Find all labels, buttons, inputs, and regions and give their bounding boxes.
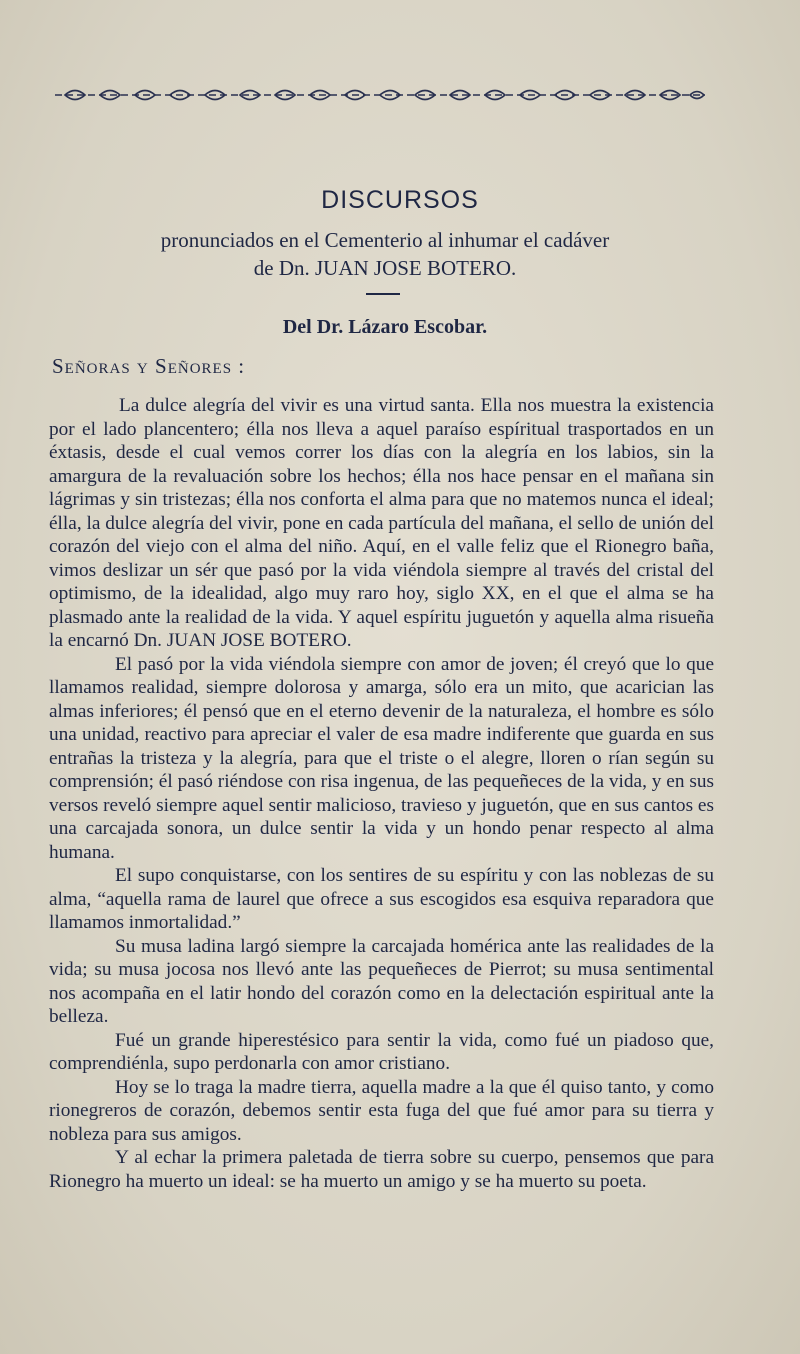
paragraph: El pasó por la vida viéndola siempre con amor de joven; él creyó que lo que llamamos realidad, siempre dolorosa y amarga, sólo era un mito, que acarician las almas inferiores; él pensó que en el eterno devenir de la naturaleza, el hombre es sólo una unidad, reactivo para apreciar el valer de esa madre indiferente que guarda en sus entrañas la tristeza y la alegría, para que el triste o el alegre, lloren o rían según su comprensión; él pasó riéndose con risa ingenua, de las pequeñeces de la vida, y en sus versos reveló siempre aquel sentir malicioso, travieso y juguetón, que en sus cantos es una carcajada sonora, un dulce sentir la vida y un hondo penar respecto al alma humana. xyxy=(49,653,714,863)
paragraph: Hoy se lo traga la madre tierra, aquella madre a la que él quiso tanto, y como rionegreros de corazón, debemos sentir esta fuga del que fué amor para su tierra y nobleza para sus amigos. xyxy=(49,1076,714,1145)
decorative-chain-border xyxy=(55,84,705,106)
paragraph: Su musa ladina largó siempre la carcajada homérica ante las realidades de la vida; su musa jocosa nos llevó ante las pequeñeces de Pierrot; su musa sentimental nos acompaña en el latir hondo del corazón como en la delectación espiritual ante la belleza. xyxy=(49,935,714,1027)
author-byline: Del Dr. Lázaro Escobar. xyxy=(282,316,488,338)
speech-body xyxy=(49,394,714,1193)
subtitle-line-1: pronunciados en el Cementerio al inhumar el cadáver xyxy=(160,228,610,252)
subtitle-line-2: de Dn. JUAN JOSE BOTERO. xyxy=(253,256,517,280)
section-divider xyxy=(366,293,400,295)
salutation: Señoras y Señores : xyxy=(52,354,246,378)
paragraph: El supo conquistarse, con los sentires de su espíritu y con las noblezas de su alma, “aquella rama de laurel que ofrece a sus escogidos esa esquiva reparadora que llamamos inmortalidad.” xyxy=(49,865,714,933)
paragraph: Y al echar la primera paletada de tierra sobre su cuerpo, pensemos que para Rionegro ha muerto un ideal: se ha muerto un amigo y se ha muerto su poeta. xyxy=(49,1147,714,1192)
document-title: DISCURSOS xyxy=(321,186,479,214)
paragraph: Fué un grande hiperestésico para sentir la vida, como fué un piadoso que, comprendiénla, supo perdonarla con amor cristiano. xyxy=(49,1029,714,1074)
paragraph: La dulce alegría del vivir es una virtud santa. Ella nos muestra la existencia por el lado plancentero; élla nos lleva a aquel paraíso espíritual trasportados en un éxtasis, desde el cual vemos correr los días con la alegría en los labios, sin la amargura de la revaluación sobre los hechos; élla nos hace pensar en el mañana sin lágrimas y sin tristezas; élla nos conforta el alma para que no matemos nunca el ideal; élla, la dulce alegría del vivir, pone en cada partícula del mañana, el sello de unión del corazón del viejo con el alma del niño. Aquí, en el valle feliz que el Rionegro baña, vimos deslizar un sér que pasó por la vida viéndola siempre al través del cristal del optimismo, de la idealidad, algo muy raro hoy, siglo XX, en el que el alma se ha plasmado ante la realidad de la vida. Y aquel espíritu juguetón y aquella alma risueña la encarnó Dn. JUAN JOSE BOTERO. xyxy=(49,395,714,651)
